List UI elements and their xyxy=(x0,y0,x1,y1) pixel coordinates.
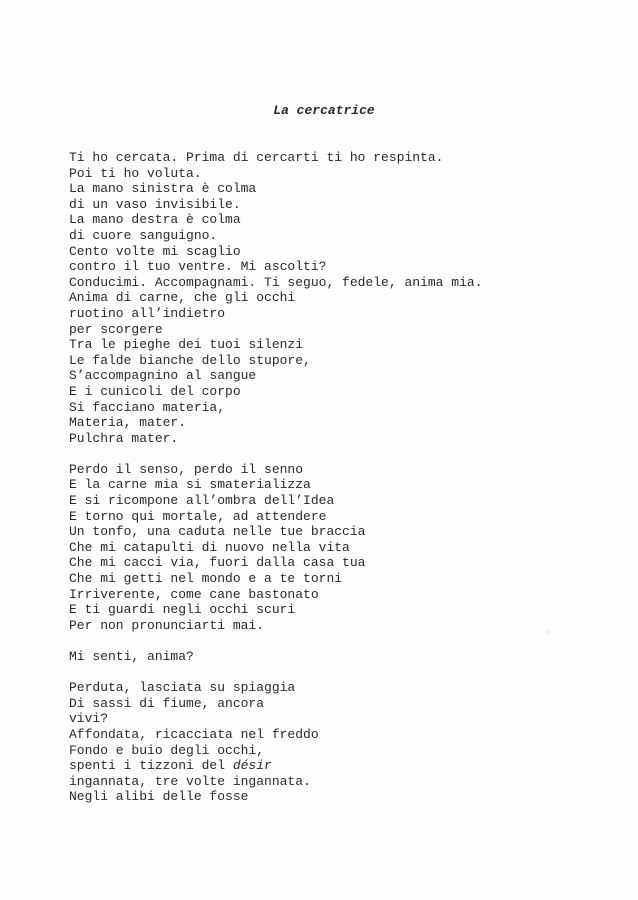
poem-line xyxy=(69,524,609,540)
poem-line xyxy=(69,244,609,260)
poem-line xyxy=(69,290,609,306)
poem-line xyxy=(69,727,609,743)
poem-line xyxy=(69,571,609,587)
poem-line xyxy=(69,353,609,369)
poem-line xyxy=(69,618,609,634)
poem-line-text: Un tonfo, una caduta nelle tue braccia xyxy=(69,524,366,540)
poem-line-text: Che mi catapulti di nuovo nella vita xyxy=(69,539,350,555)
poem-line-text: di un vaso invisibile. xyxy=(69,196,241,212)
poem-line xyxy=(69,680,609,696)
poem-line xyxy=(69,197,609,213)
poem-line-text: Di sassi di fiume, ancora xyxy=(69,695,265,711)
poem-line-text: Cento volte mi scaglio xyxy=(69,243,241,259)
poem-line xyxy=(69,540,609,556)
poem-stanza xyxy=(69,680,609,805)
paper-speck xyxy=(548,631,550,633)
poem-line xyxy=(69,774,609,790)
poem-line xyxy=(69,181,609,197)
poem-line xyxy=(69,462,609,478)
poem-line xyxy=(69,649,609,665)
poem-line-text: Conducimi. Accompagnami. Ti seguo, fedele, anima mia. xyxy=(69,274,483,290)
poem-line xyxy=(69,431,609,447)
poem-line-text: E la carne mia si smaterializza xyxy=(69,477,311,493)
poem-line xyxy=(69,228,609,244)
poem-line xyxy=(69,555,609,571)
poem-line-text: Mi senti, anima? xyxy=(69,649,194,664)
poem-line xyxy=(69,509,609,525)
poem-line xyxy=(69,166,609,182)
poem-line-text: spenti i tizzoni del xyxy=(69,758,233,774)
poem-line-text: Perduta, lasciata su spiaggia xyxy=(69,680,296,696)
poem-line xyxy=(69,711,609,727)
poem-line xyxy=(69,758,609,774)
poem-line-text: Affondata, ricacciata nel freddo xyxy=(69,726,319,742)
poem-line-text: E si ricompone all’ombra dell’Idea xyxy=(69,493,335,509)
poem-line-text: Si facciano materia, xyxy=(69,399,226,415)
poem-body xyxy=(69,150,609,805)
poem-line-text: La mano destra è colma xyxy=(69,212,241,228)
poem-line-text: per scorgere xyxy=(69,321,163,337)
poem-line-text: ruotino all’indietro xyxy=(69,305,226,321)
poem-line xyxy=(69,789,609,805)
poem-line-text: E i cunicoli del corpo xyxy=(69,383,241,399)
poem-line-text: Poi ti ho voluta. xyxy=(69,165,202,181)
poem-line xyxy=(69,306,609,322)
poem-line xyxy=(69,384,609,400)
poem-line-text: Ti ho cercata. Prima di cercarti ti ho respinta. xyxy=(69,150,444,165)
poem-line xyxy=(69,259,609,275)
poem-line-text: Anima di carne, che gli occhi xyxy=(69,290,296,306)
poem-line xyxy=(69,743,609,759)
poem-line-text: Per non pronunciarti mai. xyxy=(69,617,265,633)
poem-line-text: E torno qui mortale, ad attendere xyxy=(69,508,327,524)
poem-line xyxy=(69,415,609,431)
poem-line-text: Pulchra mater. xyxy=(69,430,179,446)
poem-line-text: vivi? xyxy=(69,711,109,727)
poem-line xyxy=(69,587,609,603)
poem-line-text: S’accompagnino al sangue xyxy=(69,368,257,384)
poem-line xyxy=(69,602,609,618)
poem-stanza xyxy=(69,462,609,634)
poem-line xyxy=(69,400,609,416)
poem-line-text: E ti guardi negli occhi scuri xyxy=(69,602,296,618)
poem-line xyxy=(69,477,609,493)
poem-line-text: Materia, mater. xyxy=(69,415,187,431)
poem-line-text: Che mi getti nel mondo e a te torni xyxy=(69,571,343,587)
poem-line-text: di cuore sanguigno. xyxy=(69,227,218,243)
poem-stanza xyxy=(69,649,609,665)
poem-line-text: contro il tuo ventre. Mi ascolti? xyxy=(69,259,327,275)
poem-stanza xyxy=(69,150,609,446)
poem-line xyxy=(69,337,609,353)
poem-line-text: La mano sinistra è colma xyxy=(69,181,257,197)
poem-line-text: Tra le pieghe dei tuoi silenzi xyxy=(69,337,304,353)
poem-line xyxy=(69,368,609,384)
poem-line xyxy=(69,322,609,338)
poem-line-text: Perdo il senso, perdo il senno xyxy=(69,461,304,477)
poem-line-text: Negli alibi delle fosse xyxy=(69,789,249,805)
poem-line xyxy=(69,696,609,712)
poem-line xyxy=(69,275,609,291)
poem-line-text: Che mi cacci via, fuori dalla casa tua xyxy=(69,555,366,571)
poem-line-text: Fondo e buio degli occhi, xyxy=(69,742,265,758)
poem-title: La cercatrice xyxy=(273,103,375,118)
poem-line xyxy=(69,493,609,509)
poem-line-text: Le falde bianche dello stupore, xyxy=(69,352,311,368)
poem-line xyxy=(69,212,609,228)
poem-line-text: Irriverente, come cane bastonato xyxy=(69,586,319,602)
poem-line xyxy=(69,150,609,166)
poem-line-italic-text: désir xyxy=(232,758,272,774)
poem-line-text: ingannata, tre volte ingannata. xyxy=(69,773,311,789)
